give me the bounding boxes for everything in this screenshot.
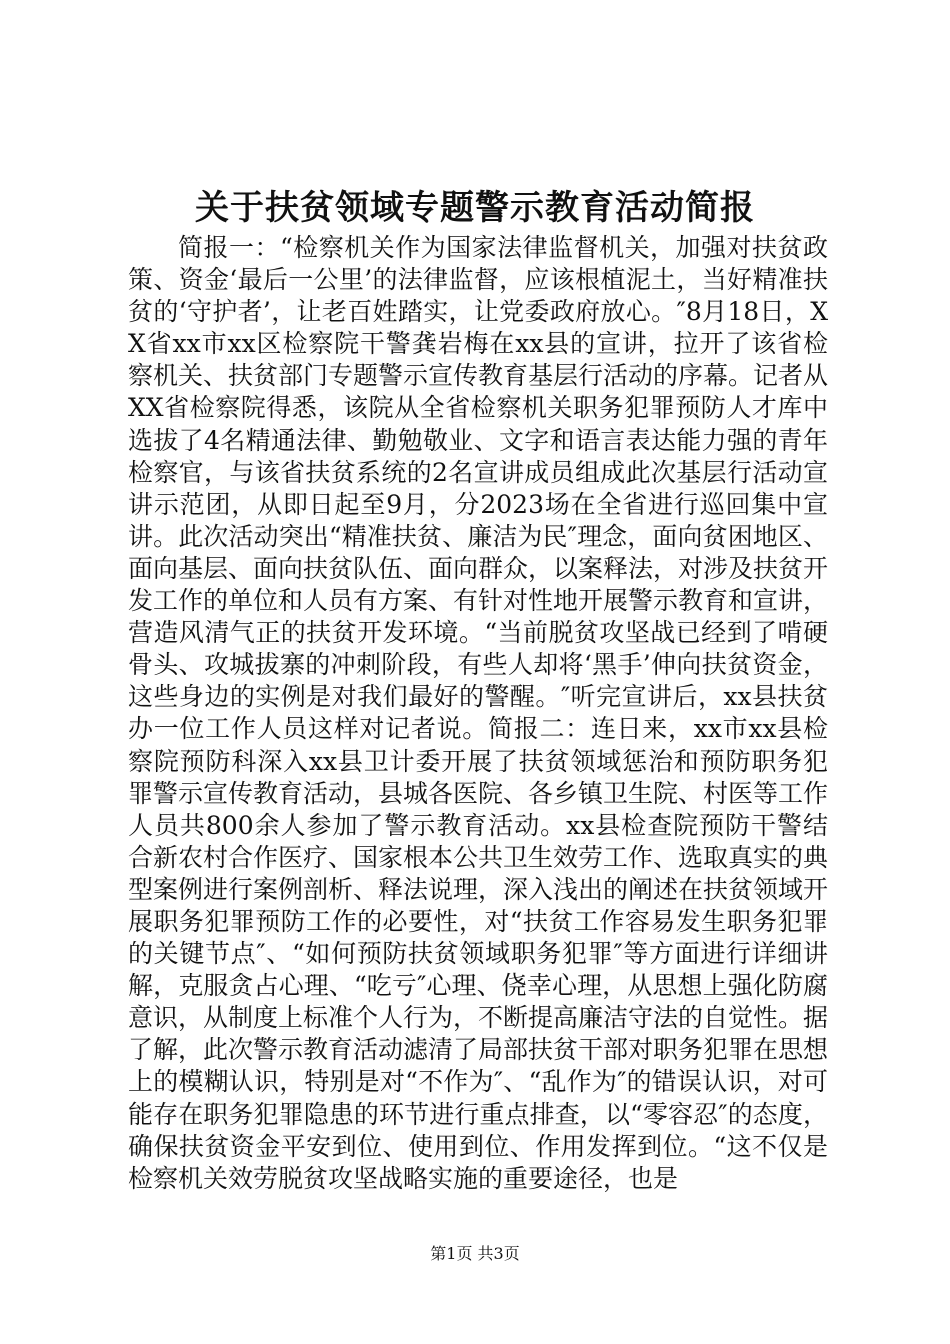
document-body-paragraph: 简报一：“检察机关作为国家法律监督机关，加强对扶贫政策、资金‘最后一公里’的法律监督，应该根植泥土，当好精准扶贫的‘守护者’，让老百姓踏实，让党委政府放心。″8月18日，XX省xx市xx区检察院干警龚岩梅在xx县的宣讲，拉开了该省检察机关、扶贫部门专题警示宣传教育基层行活动的序幕。记者从XX省检察院得悉，该院从全省检察机关职务犯罪预防人才库中选拔了4名精通法律、勤勉敬业、文字和语言表达能力强的青年检察官，与该省扶贫系统的2名宣讲成员组成此次基层行活动宣讲示范团，从即日起至9月，分2023场在全省进行巡回集中宣讲。此次活动突出“精准扶贫、廉洁为民″理念，面向贫困地区、面向基层、面向扶贫队伍、面向群众，以案释法，对涉及扶贫开发工作的单位和人员有方案、有针对性地开展警示教育和宣讲，营造风清气正的扶贫开发环境。“当前脱贫攻坚战已经到了啃硬骨头、攻城拔寨的冲刺阶段，有些人却将‘黑手’伸向扶贫资金，这些身边的实例是对我们最好的警醒。″听完宣讲后，xx县扶贫办一位工作人员这样对记者说。简报二：连日来，xx市xx县检察院预防科深入xx县卫计委开展了扶贫领域惩治和预防职务犯罪警示宣传教育活动，县城各医院、各乡镇卫生院、村医等工作人员共800余人参加了警示教育活动。xx县检查院预防干警结合新农村合作医疗、国家根本公共卫生效劳工作、选取真实的典型案例进行案例剖析、释法说理，深入浅出的阐述在扶贫领域开展职务犯罪预防工作的必要性，对“扶贫工作容易发生职务犯罪的关键节点″、“如何预防扶贫领域职务犯罪″等方面进行详细讲解，克服贪占心理、“吃亏″心理、侥幸心理，从思想上强化防腐意识，从制度上标准个人行为，不断提高廉洁守法的自觉性。据了解，此次警示教育活动滤清了局部扶贫干部对职务犯罪在思想上的模糊认识，特别是对“不作为″、“乱作为″的错误认识，对可能存在职务犯罪隐患的环节进行重点排查，以“零容忍″的态度，确保扶贫资金平安到位、使用到位、作用发挥到位。“这不仅是检察机关效劳脱贫攻坚战略实施的重要途径，也是 bbox=[128, 233, 829, 1193]
page-footer: 第1页 共3页 bbox=[430, 1244, 520, 1263]
document-title: 关于扶贫领域专题警示教育活动简报 bbox=[195, 188, 755, 228]
